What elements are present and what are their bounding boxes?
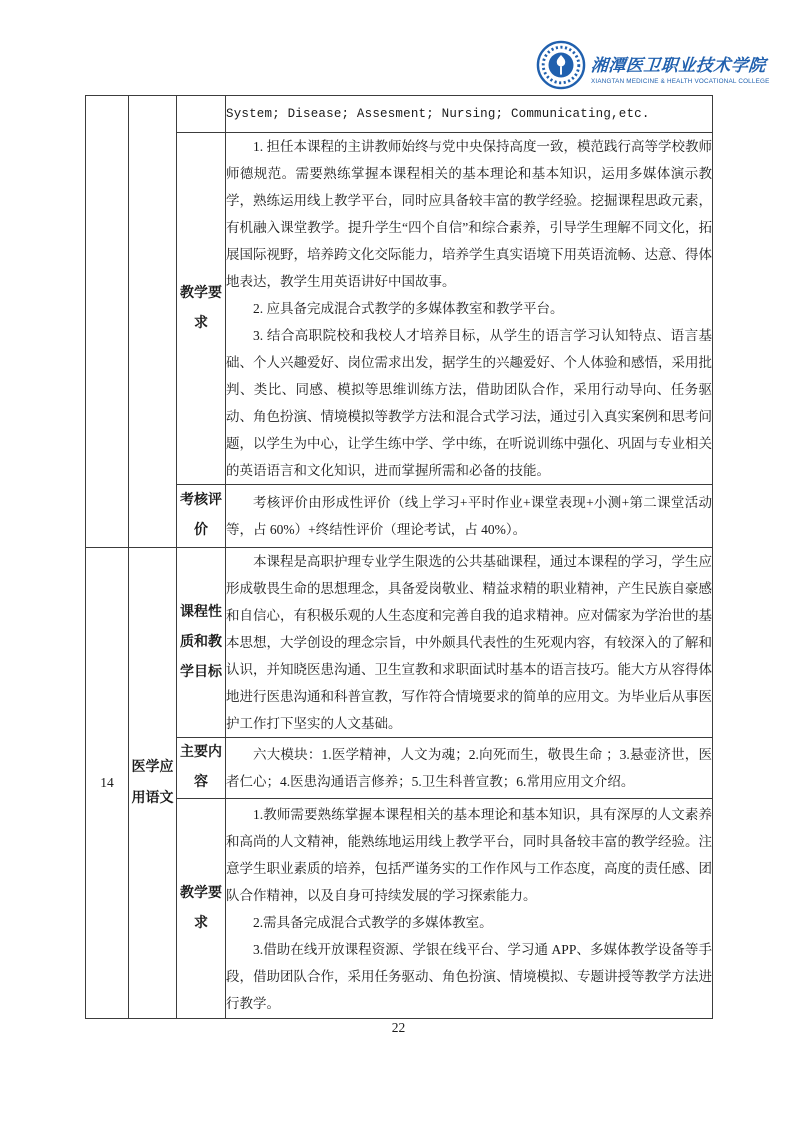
course-name-cell-prev bbox=[129, 96, 177, 548]
row-label-teaching-requirements: 教学要求 bbox=[177, 133, 226, 485]
paragraph: 1. 担任本课程的主讲教师始终与党中央保持高度一致，模范践行高等学校教师师德规范。需要熟练掌握本课程相关的基本理论和基本知识，运用多媒体演示教学，熟练运用线上教学平台，同时应具备较丰富的教学经验。挖掘课程思政元素，有机融入课堂教学。提升学生“四个自信”和综合素养，引导学生理解不同文化，拓展国际视野，培养跨文化交际能力，培养学生真实语境下用英语流畅、达意、得体地表达，教学生用英语讲好中国故事。 bbox=[226, 139, 712, 289]
row-label-nature-goals: 课程性质和教学目标 bbox=[177, 548, 226, 738]
row-label-main-content: 主要内容 bbox=[177, 738, 226, 799]
teaching-requirements-content-cell bbox=[226, 133, 713, 485]
nature-goals-content-cell bbox=[226, 548, 713, 738]
college-logo bbox=[536, 40, 770, 95]
college-name-en: XIANGTAN MEDICINE & HEALTH VOCATIONAL COLLEGE bbox=[591, 77, 770, 85]
table-row bbox=[86, 133, 713, 485]
table-row bbox=[86, 96, 713, 133]
paragraph: 3.借助在线开放课程资源、学银在线平台、学习通 APP、多媒体教学设备等手段，借助团队合作，采用任务驱动、角色扮演、情境模拟、专题讲授等教学方法进行教学。 bbox=[226, 941, 712, 1011]
paragraph: 1.教师需要熟练掌握本课程相关的基本理论和基本知识，具有深厚的人文素养和高尚的人文精神，能熟练地运用线上教学平台，同时具备较丰富的教学经验。注意学生职业素质的培养，包括严谨务实的工作作风与工作态度，高度的责任感、团队合作精神，以及自身可持续发展的学习探索能力。 bbox=[226, 806, 712, 903]
course-name-cell: 医学应用语文 bbox=[129, 548, 177, 1019]
paragraph: 2.需具备完成混合式教学的多媒体教室。 bbox=[253, 914, 493, 930]
college-emblem-icon bbox=[536, 40, 586, 95]
carryover-content-cell: System; Disease; Assesment; Nursing; Communicating,etc. bbox=[226, 96, 713, 133]
teaching-requirements-14-content-cell bbox=[226, 799, 713, 1019]
table-row bbox=[86, 485, 713, 548]
table-row bbox=[86, 799, 713, 1019]
table-row bbox=[86, 738, 713, 799]
paragraph: 3. 结合高职院校和我校人才培养目标，从学生的语言学习认知特点、语言基础、个人兴趣爱好、岗位需求出发，据学生的兴趣爱好、个人体验和感悟，采用批判、类比、同感、模拟等思维训练方法，借助团队合作，采用行动导向、任务驱动、角色扮演、情境模拟等教学方法和混合式学习法，通过引入真实案例和思考问题，以学生为中心，让学生练中学、学中练，在听说训练中强化、巩固与专业相关的英语语言和文化知识，进而掌握所需和必备的技能。 bbox=[226, 328, 712, 478]
row-label-empty bbox=[177, 96, 226, 133]
course-number-cell: 14 bbox=[86, 548, 129, 1019]
row-label-assessment: 考核评价 bbox=[177, 485, 226, 548]
paragraph: 六大模块：1.医学精神，人文为魂；2.向死而生，敬畏生命 ；3.悬壶济世，医者仁心；4.医患沟通语言修养；5.卫生科普宣教；6.常用应用文介绍。 bbox=[226, 747, 712, 789]
paragraph: 本课程是高职护理专业学生限选的公共基础课程，通过本课程的学习，学生应形成敬畏生命的思想理念，具备爱岗敬业、精益求精的职业精神，产生民族自豪感和自信心，有积极乐观的人生态度和完善自我的追求精神。应对儒家为学治世的基本思想，大学创设的理念宗旨，中外颇具代表性的生死观内容，有较深入的了解和认识，并知晓医患沟通、卫生宣教和求职面试时基本的语言技巧。能大方从容得体地进行医患沟通和科普宣教，写作符合情境要求的简单的应用文。为毕业后从事医护工作打下坚实的人文基础。 bbox=[226, 554, 712, 731]
college-name-cn: 湘潭医卫职业技术学院 bbox=[590, 55, 767, 75]
main-content-cell bbox=[226, 738, 713, 799]
course-number-cell-prev bbox=[86, 96, 129, 548]
assessment-content-cell bbox=[226, 485, 713, 548]
page-number: 22 bbox=[391, 1020, 406, 1035]
paragraph: 2. 应具备完成混合式教学的多媒体教室和教学平台。 bbox=[253, 301, 564, 316]
paragraph: 考核评价由形成性评价（线上学习+平时作业+课堂表现+小测+第二课堂活动等，占 60%）+终结性评价（理论考试，占 40%）。 bbox=[226, 495, 712, 537]
row-label-teaching-requirements-14: 教学要求 bbox=[177, 799, 226, 1019]
table-row bbox=[86, 548, 713, 738]
course-table bbox=[85, 95, 713, 1019]
